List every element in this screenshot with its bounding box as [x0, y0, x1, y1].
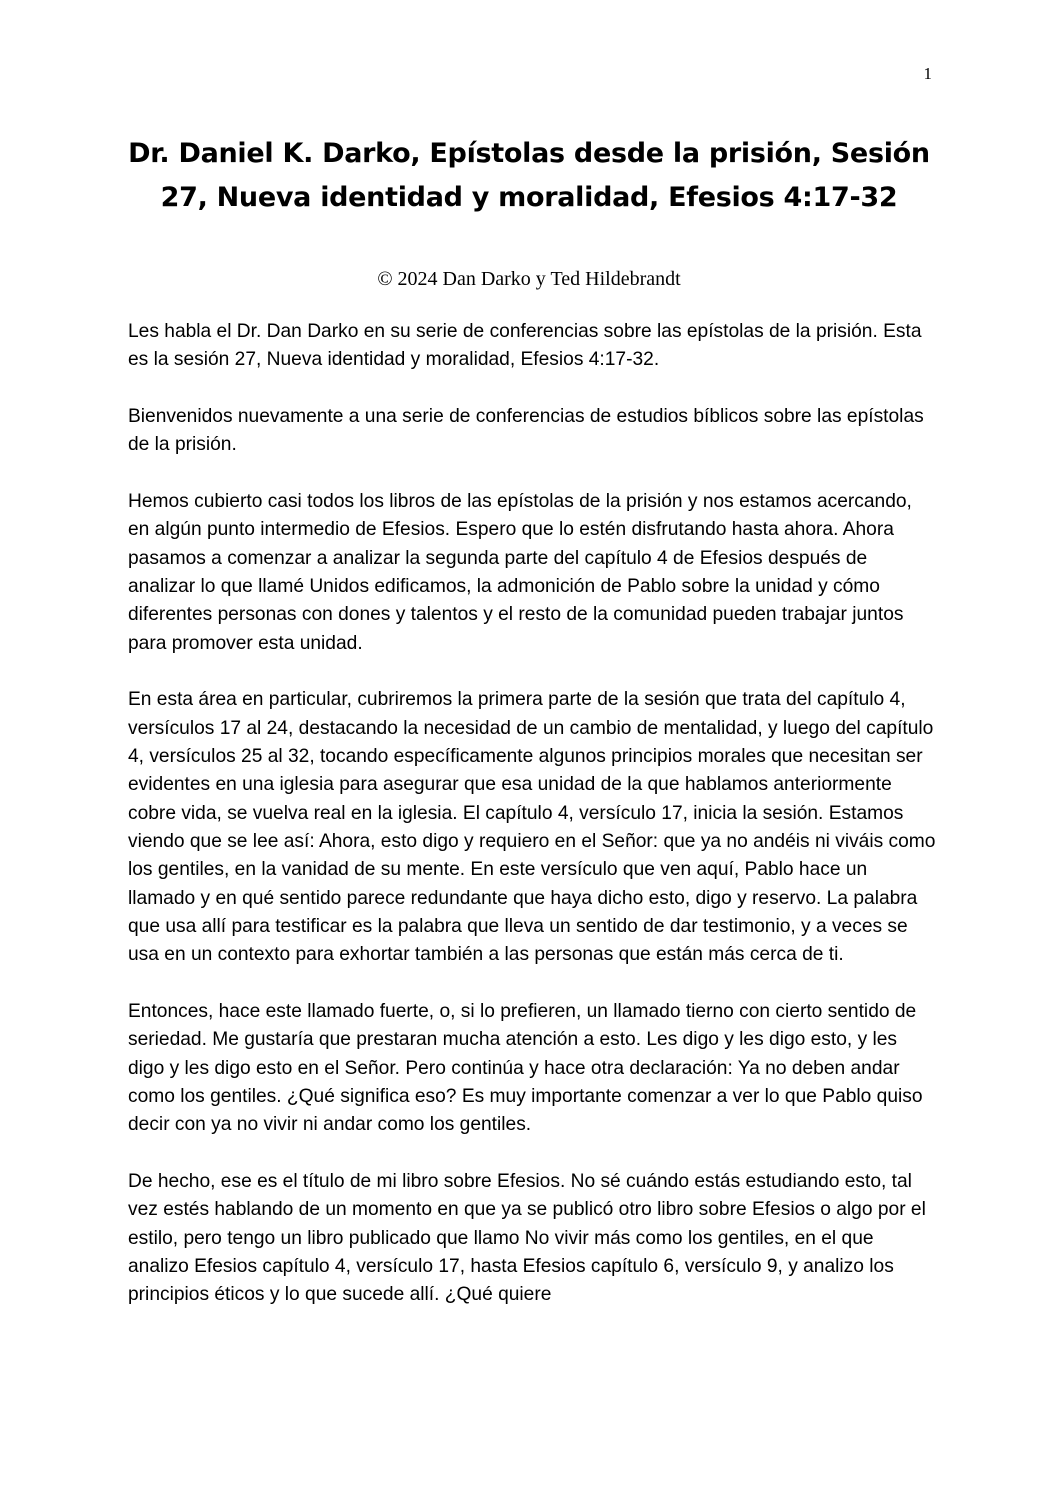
paragraph: Hemos cubierto casi todos los libros de las epístolas de la prisión y nos estamos acercando, en algún punto intermedio de Efesios. Espero que lo estén disfrutando hasta ahora. Ahora pasamos a comenzar a analizar la segunda parte del capítulo 4 de Efesios después de analizar lo que llamé Unidos edificamos, la admonición de Pablo sobre la unidad y cómo diferentes personas con dones y talentos y el resto de la comunidad pueden trabajar juntos para promover esta unidad.	[128, 491, 912, 654]
document-body	[128, 318, 936, 1338]
paragraph: Bienvenidos nuevamente a una serie de conferencias de estudios bíblicos sobre las epístolas de la prisión.	[128, 406, 924, 456]
paragraph: Les habla el Dr. Dan Darko en su serie de conferencias sobre las epístolas de la prisión. Esta es la sesión 27, Nueva identidad y moralidad, Efesios 4:17-32.	[128, 321, 922, 371]
document-title: Dr. Daniel K. Darko, Epístolas desde la prisión, Sesión 27, Nueva identidad y moralidad, Efesios 4:17-32	[128, 138, 930, 213]
page-number: 1	[923, 64, 932, 83]
paragraph: Entonces, hace este llamado fuerte, o, si lo prefieren, un llamado tierno con cierto sentido de seriedad. Me gustaría que prestaran mucha atención a esto. Les digo y les digo esto, y les digo y les digo esto en el Señor. Pero continúa y hace otra declaración: Ya no deben andar como los gentiles. ¿Qué significa eso? Es muy importante comenzar a ver lo que Pablo quiso decir con ya no vivir ni andar como los gentiles.	[128, 1000, 923, 1136]
copyright-line: © 2024 Dan Darko y Ted Hildebrandt	[377, 268, 681, 290]
paragraph: En esta área en particular, cubriremos la primera parte de la sesión que trata del capítulo 4, versículos 17 al 24, destacando la necesidad de un cambio de mentalidad, y luego del capítulo 4, versículos 25 al 32, tocando específicamente algunos principios morales que necesitan ser evidentes en una iglesia para asegurar que esa unidad de la que hablamos anteriormente cobre vida, se vuelva real en la iglesia. El capítulo 4, versículo 17, inicia la sesión. Estamos viendo que se lee así: Ahora, esto digo y requiero en el Señor: que ya no andéis ni viváis como los gentiles, en la vanidad de su mente. En este versículo que ven aquí, Pablo hace un llamado y en qué sentido parece redundante que haya dicho esto, digo y reservo. La palabra que usa allí para testificar es la palabra que lleva un sentido de dar testimonio, y a veces se usa en un contexto para exhortar también a las personas que están más cerca de ti.	[128, 689, 936, 966]
paragraph: De hecho, ese es el título de mi libro sobre Efesios. No sé cuándo estás estudiando esto, tal vez estés hablando de un momento en que ya se publicó otro libro sobre Efesios o algo por el estilo, pero tengo un libro publicado que llamo No vivir más como los gentiles, en el que analizo Efesios capítulo 4, versículo 17, hasta Efesios capítulo 6, versículo 9, y analizo los principios éticos y lo que sucede allí. ¿Qué quiere	[128, 1170, 926, 1306]
